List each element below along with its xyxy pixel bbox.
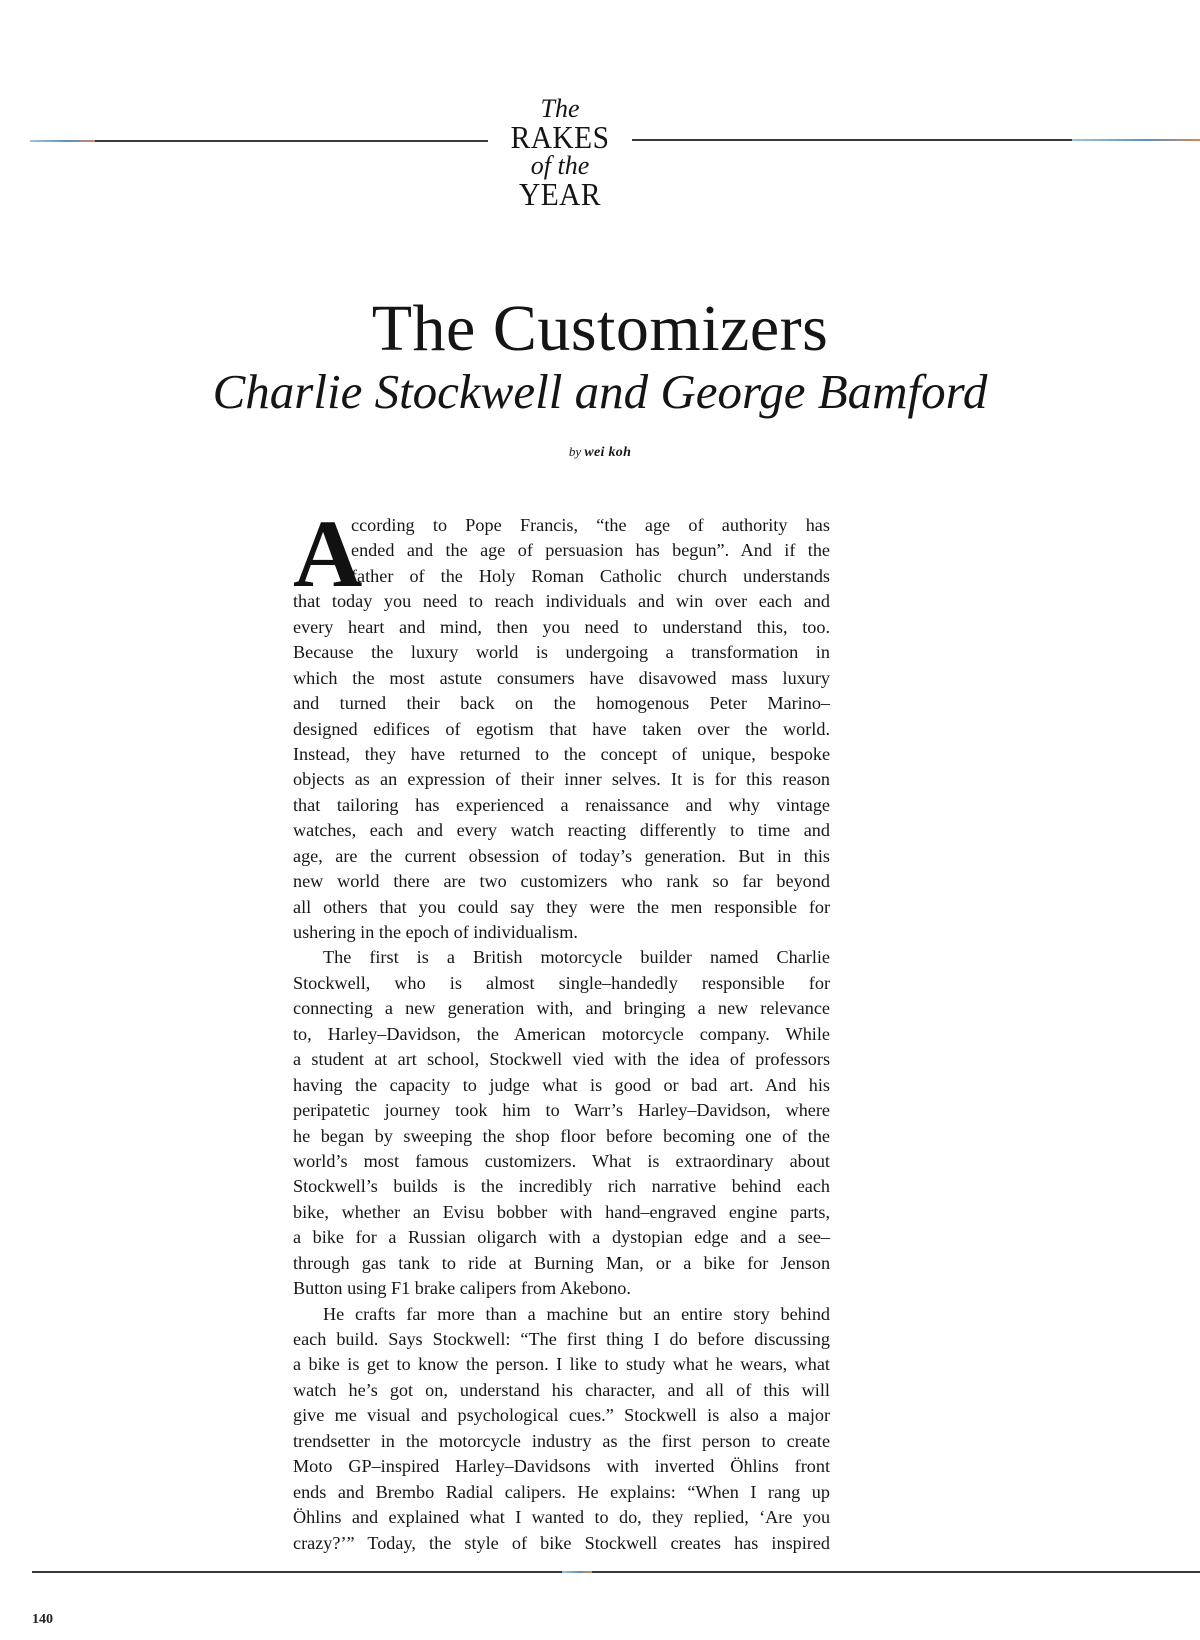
text-line: Instead, they have returned to the concept of unique, bespoke [293, 743, 831, 764]
article-body [293, 513, 830, 1556]
text-line: ends and Brembo Radial calipers. He explains: “When I rang up [293, 1481, 830, 1502]
masthead-line-rakes: RAKES [510, 119, 610, 155]
text-line: objects as an expression of their inner selves. It is for this reason [293, 769, 831, 790]
text-line: age, are the current obsession of today’s generation. But in this [293, 845, 830, 866]
paragraph [293, 513, 830, 945]
byline [0, 444, 1200, 461]
text-line: he began by sweeping the shop floor before becoming one of the [293, 1125, 830, 1146]
text-line: father of the Holy Roman Catholic church understands [351, 565, 830, 586]
text-line: through gas tank to ride at Burning Man, or a bike for Jenson [293, 1252, 831, 1273]
text-line: a bike for a Russian oligarch with a dystopian edge and a see– [293, 1227, 831, 1248]
byline-prefix: by [568, 444, 582, 459]
text-line: a bike is get to know the person. I like to study what he wears, what [293, 1354, 830, 1375]
text-line: trendsetter in the motorcycle industry as the first person to create [293, 1430, 831, 1451]
top-rule-left [95, 140, 488, 142]
text-line: watch he’s got on, understand his character, and all of this will [293, 1379, 830, 1400]
text-line: Stockwell’s builds is the incredibly rich narrative behind each [293, 1176, 831, 1197]
article-subtitle: Charlie Stockwell and George Bamford [212, 364, 988, 419]
text-line: He crafts far more than a machine but an entire story behind [323, 1303, 831, 1324]
text-line: Stockwell, who is almost single–handedly responsible for [293, 972, 831, 993]
text-line: new world there are two customizers who rank so far beyond [293, 871, 830, 892]
text-line: having the capacity to judge what is good or bad art. And his [293, 1074, 831, 1095]
text-line: watches, each and every watch reacting differently to time and [293, 820, 830, 841]
top-rule-right [632, 139, 1072, 141]
page-number: 140 [32, 1612, 53, 1627]
masthead-line-year: YEAR [519, 176, 601, 212]
paragraph [293, 1302, 830, 1556]
text-line: Moto GP–inspired Harley–Davidsons with inverted Öhlins front [293, 1456, 831, 1477]
text-line: world’s most famous customizers. What is extraordinary about [293, 1150, 830, 1171]
top-rule-left-tint [30, 140, 95, 142]
text-line: which the most astute consumers have disavowed mass luxury [293, 667, 830, 688]
text-line: each build. Says Stockwell: “The first thing I do before discussing [293, 1329, 830, 1349]
bottom-rule-tint [562, 1571, 592, 1573]
section-masthead [494, 96, 626, 210]
paragraph [293, 945, 830, 1301]
text-line: give me visual and psychological cues.” Stockwell is also a major [293, 1405, 831, 1426]
masthead-line-the: The [540, 94, 580, 123]
text-line: peripatetic journey took him to Warr’s Harley–Davidson, where [293, 1100, 830, 1121]
text-line: that today you need to reach individuals and win over each and [293, 591, 830, 612]
bottom-rule-left [32, 1571, 562, 1573]
text-line: crazy?’” Today, the style of bike Stockwell creates has inspired [293, 1532, 831, 1553]
byline-author: wei koh [584, 445, 632, 460]
text-line: every heart and mind, then you need to understand this, too. [293, 616, 830, 637]
text-line: bike, whether an Evisu bobber with hand–engraved engine parts, [293, 1201, 831, 1222]
text-line: designed edifices of egotism that have taken over the world. [293, 718, 831, 739]
text-line: Button using F1 brake calipers from Akebono. [293, 1278, 631, 1299]
text-line: Because the luxury world is undergoing a transformation in [293, 642, 830, 663]
bottom-rule-right [592, 1571, 1200, 1573]
text-line: ccording to Pope Francis, “the age of authority has [351, 515, 830, 535]
top-rule-right-tint [1072, 139, 1200, 141]
article-title: The Customizers [371, 292, 829, 365]
text-line: all others that you could say they were the men responsible for [293, 896, 831, 917]
text-line: Öhlins and explained what I wanted to do, they replied, ‘Are you [293, 1507, 831, 1528]
masthead-line-of-the: of the [530, 151, 590, 180]
text-line: connecting a new generation with, and bringing a new relevance [293, 998, 830, 1019]
text-line: ushering in the epoch of individualism. [293, 922, 578, 942]
text-line: ended and the age of persuasion has begun”. And if the [351, 540, 831, 561]
text-line: The first is a British motorcycle builder named Charlie [323, 947, 831, 968]
drop-cap: A [293, 500, 363, 607]
text-line: to, Harley–Davidson, the American motorcycle company. While [293, 1023, 830, 1044]
text-line: and turned their back on the homogenous Peter Marino– [293, 693, 831, 714]
text-line: a student at art school, Stockwell vied with the idea of professors [293, 1049, 831, 1070]
text-line: that tailoring has experienced a renaissance and why vintage [293, 794, 831, 815]
